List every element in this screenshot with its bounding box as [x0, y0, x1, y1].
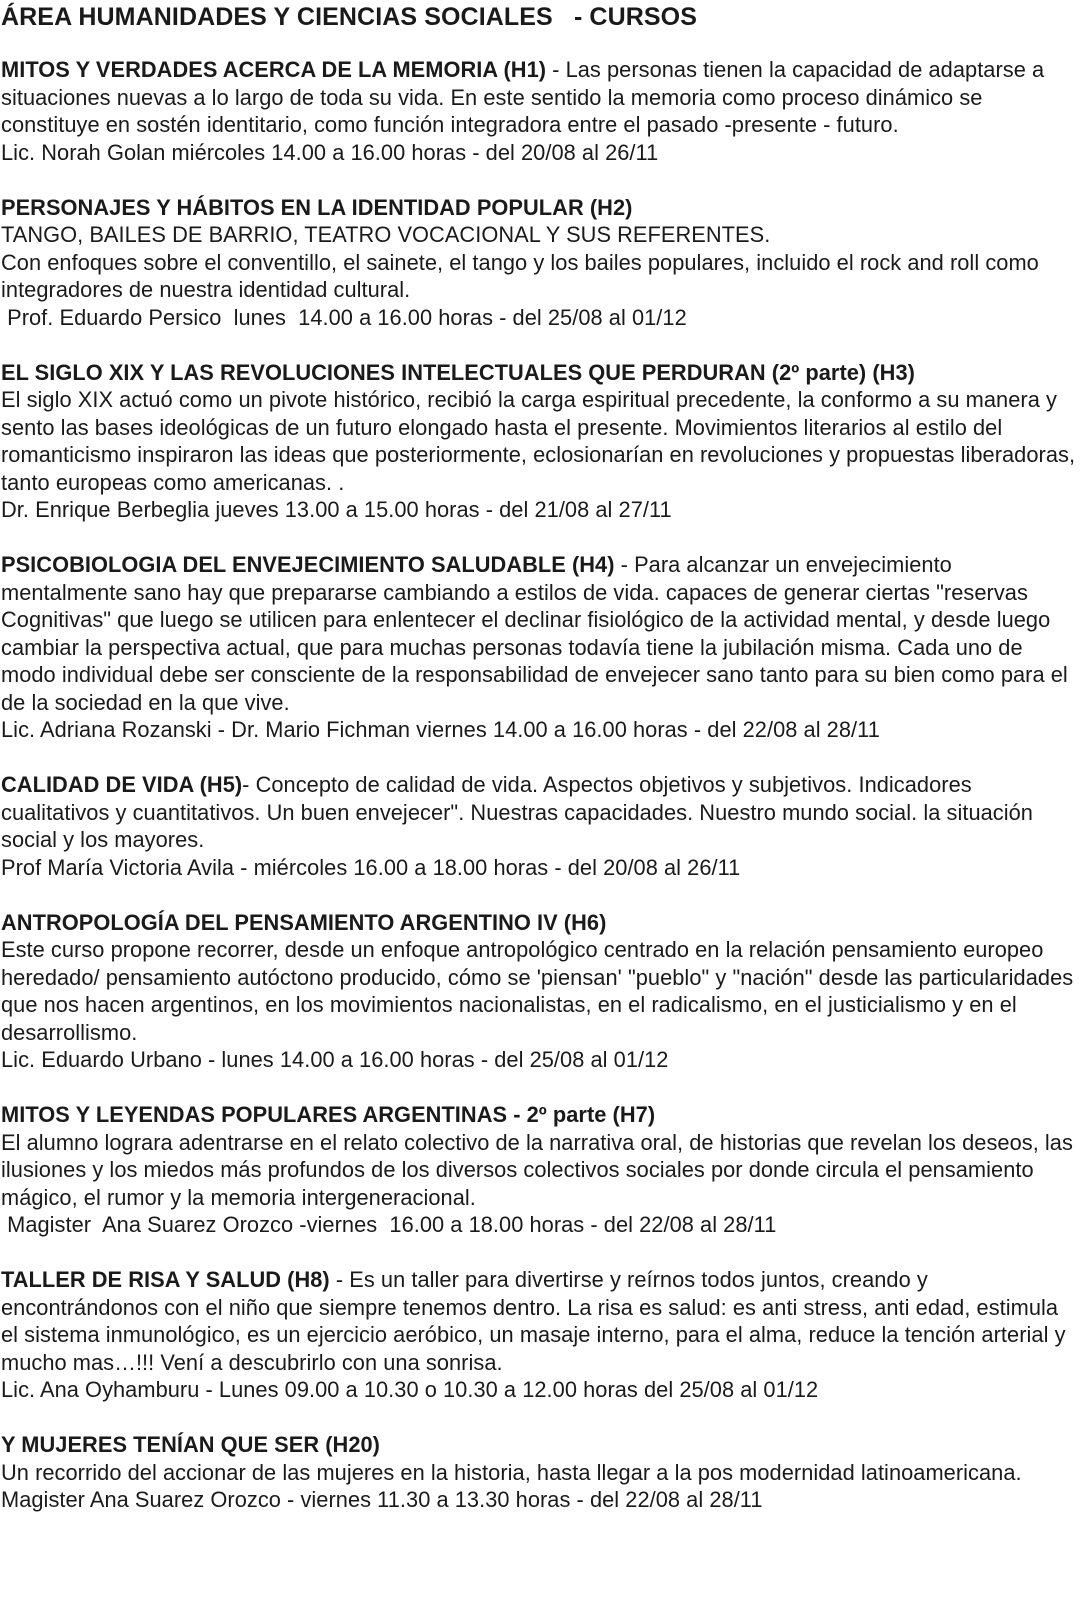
spacer — [1, 524, 1076, 552]
course-description: - Las personas tienen la capacidad de adaptarse a situaciones nuevas a lo largo de toda su vida. En este sentido la memoria como proceso dinámico se constituye en sostén identitario, como función integradora entre el pasado -presente - futuro. — [1, 57, 1045, 137]
course-h8 — [1, 1266, 1076, 1404]
course-title: MITOS Y LEYENDAS POPULARES ARGENTINAS - 2º parte (H7) — [1, 1102, 656, 1127]
course-title: PERSONAJES Y HÁBITOS EN LA IDENTIDAD POPULAR (H2) — [1, 194, 633, 220]
spacer — [1, 744, 1076, 772]
spacer — [1, 1239, 1076, 1267]
course-schedule: Dr. Enrique Berbeglia jueves 13.00 a 15.00 horas - del 21/08 al 27/11 — [1, 497, 672, 522]
course-description: El alumno lograra adentrarse en el relato colectivo de la narrativa oral, de historias que revelan los deseos, las ilusiones y los miedos más profundos de los diversos colectivos sociales por donde circula el pensamiento mágico, el rumor y la memoria intergeneracional. — [1, 1129, 1073, 1210]
course-title: ANTROPOLOGÍA DEL PENSAMIENTO ARGENTINO IV (H6) — [1, 909, 607, 935]
course-schedule: Lic. Ana Oyhamburu - Lunes 09.00 a 10.30 o 10.30 a 12.00 horas del 25/08 al 01/12 — [1, 1377, 819, 1402]
course-title: PSICOBIOLOGIA DEL ENVEJECIMIENTO SALUDABLE (H4) — [1, 552, 615, 577]
course-h7 — [1, 1101, 1076, 1239]
course-title: TALLER DE RISA Y SALUD (H8) — [1, 1267, 330, 1292]
course-title: Y MUJERES TENÍAN QUE SER (H20) — [1, 1432, 380, 1457]
course-h6 — [1, 909, 1076, 1074]
course-schedule: Lic. Norah Golan miércoles 14.00 a 16.00 horas - del 20/08 al 26/11 — [1, 139, 659, 165]
spacer — [1, 32, 1076, 56]
course-h20 — [1, 1431, 1076, 1514]
course-h5 — [1, 771, 1076, 881]
course-intro — [1, 551, 1076, 716]
course-intro — [1, 56, 1076, 139]
course-description: - Es un taller para divertirse y reírnos todos juntos, creando y encontrándonos con el niño que siempre tenemos dentro. La risa es salud: es anti stress, anti edad, estimula el sistema inmunológico, es un ejercicio aeróbico, un masaje interno, para el alma, reduce la tención arterial y mucho mas…!!! Vení a descubrirlo con una sonrisa. — [1, 1267, 1066, 1375]
course-schedule: Prof María Victoria Avila - miércoles 16.00 a 18.00 horas - del 20/08 al 26/11 — [1, 854, 741, 880]
course-intro — [1, 1266, 1076, 1376]
course-title: EL SIGLO XIX Y LAS REVOLUCIONES INTELECTUALES QUE PERDURAN (2º parte) (H3) — [1, 359, 915, 385]
course-description: Con enfoques sobre el conventillo, el sainete, el tango y los bailes populares, incluido el rock and roll como integradores de nuestra identidad cultural. — [1, 249, 1039, 302]
spacer — [1, 1074, 1076, 1102]
course-schedule: Prof. Eduardo Persico lunes 14.00 a 16.00 horas - del 25/08 al 01/12 — [1, 304, 687, 330]
course-title: CALIDAD DE VIDA (H5) — [1, 772, 243, 797]
course-description: El siglo XIX actuó como un pivote histórico, recibió la carga espiritual precedente, la conformo a su manera y sento las bases ideológicas de un futuro elongado hasta el presente. Movimientos literarios al estilo del romanticismo inspiraron las ideas que posteriormente, eclosionarían en revoluciones y propuestas liberadoras, tanto europeas como americanas. . — [1, 387, 1076, 495]
course-h3 — [1, 359, 1076, 524]
course-schedule: Magister Ana Suarez Orozco - viernes 11.30 a 13.30 horas - del 22/08 al 28/11 — [1, 1487, 763, 1512]
spacer — [1, 1404, 1076, 1432]
course-h2 — [1, 194, 1076, 332]
course-description: Un recorrido del accionar de las mujeres en la historia, hasta llegar a la pos modernidad latinoamericana. — [1, 1459, 1022, 1485]
course-description: - Concepto de calidad de vida. Aspectos objetivos y subjetivos. Indicadores cualitativos y cuantitativos. Un buen envejecer". Nuestras capacidades. Nuestro mundo social. la situación social y los mayores. — [1, 772, 1033, 852]
course-schedule: Magister Ana Suarez Orozco -viernes 16.00 a 18.00 horas - del 22/08 al 28/11 — [1, 1212, 777, 1237]
course-description: Este curso propone recorrer, desde un enfoque antropológico centrado en la relación pensamiento europeo heredado/ pensamiento autóctono producido, cómo se 'piensan' "pueblo" y "nación" desde las particularidades que nos hacen argentinos, en los movimientos nacionalistas, en el radicalismo, en el justicialismo y en el desarrollismo. — [1, 937, 1074, 1045]
page-title: ÁREA HUMANIDADES Y CIENCIAS SOCIALES - CURSOS — [1, 3, 697, 31]
course-subtitle: TANGO, BAILES DE BARRIO, TEATRO VOCACIONAL Y SUS REFERENTES. — [1, 222, 771, 247]
spacer — [1, 331, 1076, 359]
course-h1 — [1, 56, 1076, 166]
course-intro — [1, 771, 1076, 854]
course-description: - Para alcanzar un envejecimiento mentalmente sano hay que prepararse cambiando a estilos de vida. capaces de generar ciertas "reservas Cognitivas" que luego se utilicen para enlentecer el declinar fisiológico de la actividad mental, y desde luego cambiar la perspectiva actual, que para muchas personas todavía tiene la jubilación misma. Cada uno de modo individual debe ser consciente de la responsabilidad de envejecer sano tanto para su bien como para el de la sociedad en la que vive. — [1, 552, 1068, 715]
course-schedule: Lic. Adriana Rozanski - Dr. Mario Fichman viernes 14.00 a 16.00 horas - del 22/08 al 28/11 — [1, 717, 880, 742]
course-title: MITOS Y VERDADES ACERCA DE LA MEMORIA (H1) — [1, 57, 553, 82]
spacer — [1, 881, 1076, 909]
course-schedule: Lic. Eduardo Urbano - lunes 14.00 a 16.00 horas - del 25/08 al 01/12 — [1, 1047, 669, 1072]
course-h4 — [1, 551, 1076, 744]
spacer — [1, 166, 1076, 194]
